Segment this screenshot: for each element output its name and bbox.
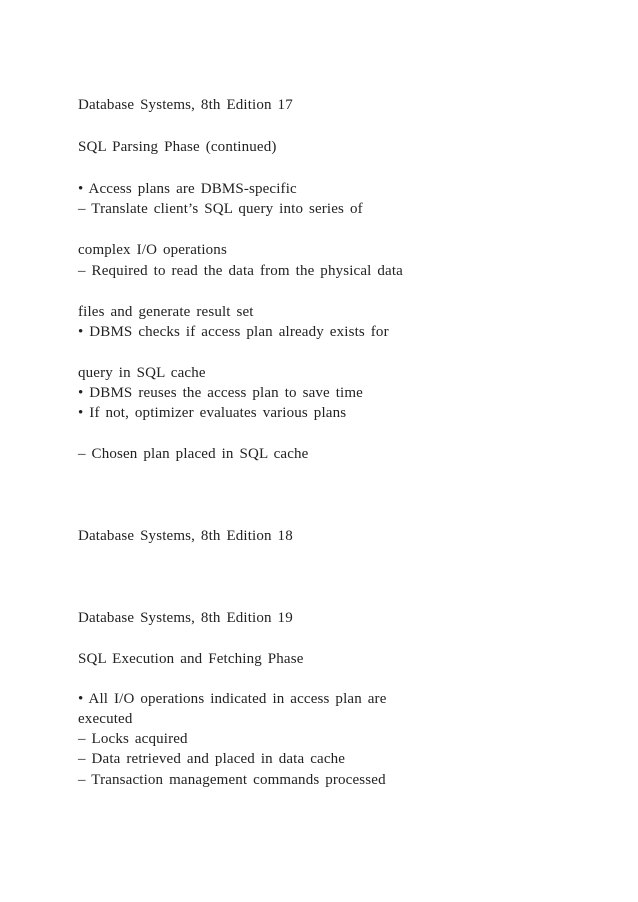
sub-bullet-line: – Required to read the data from the physical data (78, 263, 403, 279)
section-heading: Database Systems, 8th Edition 17 (78, 97, 293, 113)
section-title: SQL Parsing Phase (continued) (78, 139, 277, 155)
section-title: SQL Execution and Fetching Phase (78, 651, 304, 667)
section-heading: Database Systems, 8th Edition 18 (78, 528, 293, 544)
bullet-line: • DBMS reuses the access plan to save time (78, 385, 363, 401)
sub-bullet-line: – Chosen plan placed in SQL cache (78, 446, 309, 462)
section-heading: Database Systems, 8th Edition 19 (78, 610, 293, 626)
bullet-line: • All I/O operations indicated in access plan are (78, 691, 387, 707)
text-line: executed (78, 711, 133, 727)
bullet-line: • Access plans are DBMS-specific (78, 181, 297, 197)
sub-bullet-line: – Transaction management commands processed (78, 772, 386, 788)
text-line: query in SQL cache (78, 365, 206, 381)
sub-bullet-line: – Data retrieved and placed in data cache (78, 751, 346, 767)
text-line: complex I/O operations (78, 242, 227, 258)
text-line: files and generate result set (78, 304, 254, 320)
sub-bullet-line: – Locks acquired (78, 731, 188, 747)
sub-bullet-line: – Translate client’s SQL query into series of (78, 201, 363, 217)
bullet-line: • DBMS checks if access plan already exists for (78, 324, 389, 340)
bullet-line: • If not, optimizer evaluates various plans (78, 405, 347, 421)
